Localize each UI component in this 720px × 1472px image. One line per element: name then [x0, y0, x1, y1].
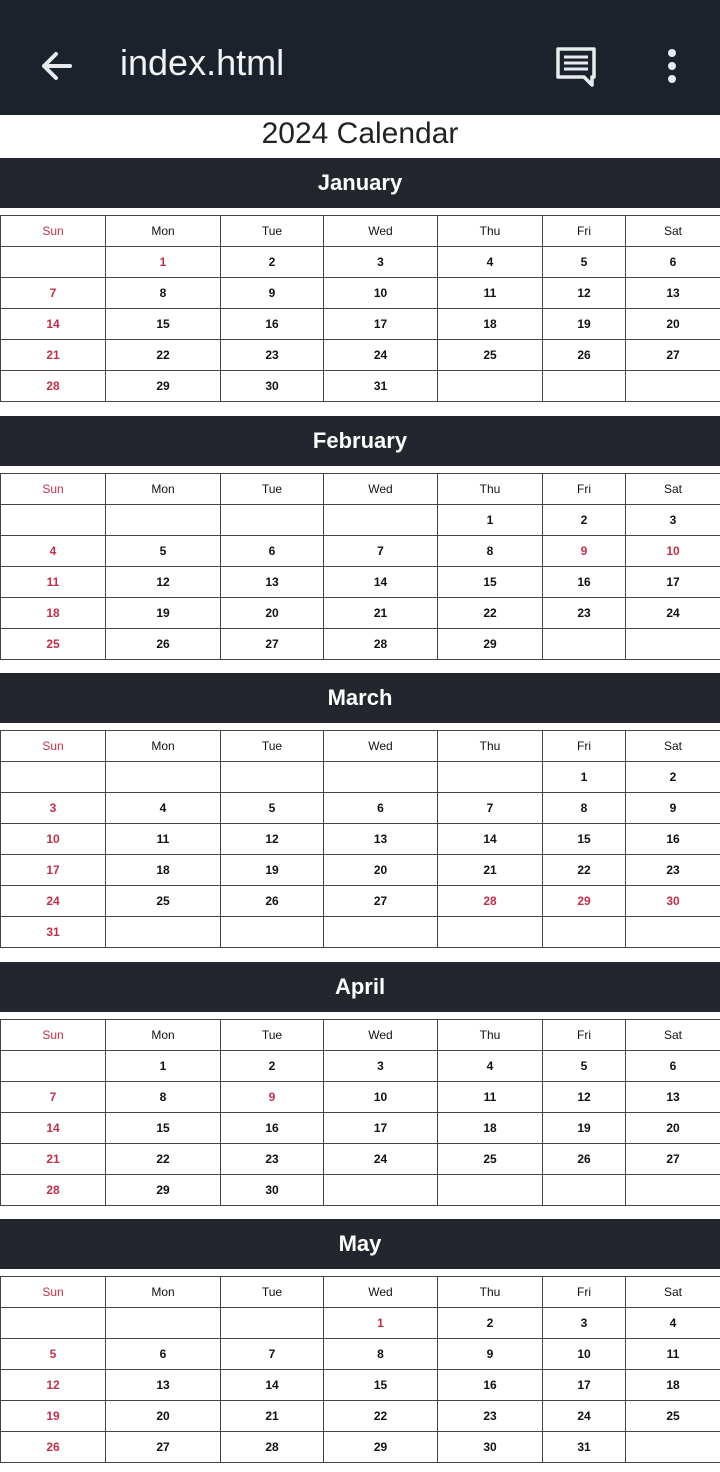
week-row — [1, 598, 720, 629]
day-cell: 9 — [543, 536, 626, 567]
empty-cell — [1, 505, 106, 536]
day-cell: 14 — [221, 1370, 324, 1401]
weekday-mon: Mon — [106, 1020, 221, 1051]
day-cell: 29 — [543, 886, 626, 917]
day-cell: 5 — [543, 1051, 626, 1082]
day-cell: 22 — [324, 1401, 438, 1432]
weekday-thu: Thu — [438, 474, 543, 505]
day-cell: 11 — [438, 1082, 543, 1113]
day-cell: 23 — [221, 1144, 324, 1175]
weekday-thu: Thu — [438, 731, 543, 762]
day-cell: 14 — [1, 309, 106, 340]
month-grid — [0, 1019, 720, 1206]
day-cell: 15 — [438, 567, 543, 598]
day-cell: 15 — [106, 1113, 221, 1144]
day-cell: 11 — [438, 278, 543, 309]
day-cell: 10 — [1, 824, 106, 855]
empty-cell — [324, 762, 438, 793]
day-cell: 16 — [626, 824, 720, 855]
day-cell: 29 — [106, 371, 221, 402]
empty-cell — [1, 247, 106, 278]
day-cell: 24 — [324, 1144, 438, 1175]
day-cell: 7 — [221, 1339, 324, 1370]
weekday-sat: Sat — [626, 731, 720, 762]
empty-cell — [438, 371, 543, 402]
day-cell: 16 — [438, 1370, 543, 1401]
page-title: 2024 Calendar — [261, 117, 459, 150]
day-cell: 23 — [438, 1401, 543, 1432]
empty-cell — [543, 371, 626, 402]
weekday-thu: Thu — [438, 216, 543, 247]
day-cell: 5 — [221, 793, 324, 824]
month-march — [0, 673, 720, 939]
day-cell: 13 — [324, 824, 438, 855]
day-cell: 1 — [543, 762, 626, 793]
month-february — [0, 416, 720, 651]
month-grid — [0, 1276, 720, 1463]
weekday-sat: Sat — [626, 474, 720, 505]
day-cell: 27 — [626, 340, 720, 371]
day-cell: 25 — [438, 1144, 543, 1175]
day-cell: 10 — [543, 1339, 626, 1370]
week-row — [1, 1370, 720, 1401]
month-april — [0, 962, 720, 1197]
week-row — [1, 1144, 720, 1175]
weekday-header-row — [1, 1277, 720, 1308]
day-cell: 17 — [324, 1113, 438, 1144]
week-row — [1, 1051, 720, 1082]
day-cell: 11 — [1, 567, 106, 598]
month-grid — [0, 473, 720, 660]
weekday-sun: Sun — [1, 1277, 106, 1308]
day-cell: 3 — [324, 247, 438, 278]
day-cell: 8 — [106, 278, 221, 309]
empty-cell — [1, 762, 106, 793]
day-cell: 15 — [324, 1370, 438, 1401]
day-cell: 7 — [324, 536, 438, 567]
weekday-header-row — [1, 1020, 720, 1051]
day-cell: 28 — [324, 629, 438, 660]
day-cell: 5 — [1, 1339, 106, 1370]
weekday-wed: Wed — [324, 731, 438, 762]
empty-cell — [221, 1308, 324, 1339]
day-cell: 14 — [1, 1113, 106, 1144]
app-bar-title: index.html — [120, 42, 285, 83]
day-cell: 25 — [438, 340, 543, 371]
day-cell: 22 — [106, 340, 221, 371]
day-cell: 2 — [221, 247, 324, 278]
day-cell: 12 — [106, 567, 221, 598]
weekday-tue: Tue — [221, 474, 324, 505]
empty-cell — [438, 917, 543, 948]
empty-cell — [626, 371, 720, 402]
week-row — [1, 824, 720, 855]
day-cell: 31 — [324, 371, 438, 402]
day-cell: 2 — [438, 1308, 543, 1339]
weekday-wed: Wed — [324, 216, 438, 247]
empty-cell — [106, 1308, 221, 1339]
week-row — [1, 629, 720, 660]
day-cell: 12 — [543, 278, 626, 309]
empty-cell — [543, 629, 626, 660]
week-row — [1, 371, 720, 402]
day-cell: 14 — [438, 824, 543, 855]
week-row — [1, 505, 720, 536]
more-vert-icon[interactable] — [660, 46, 684, 86]
day-cell: 20 — [324, 855, 438, 886]
week-row — [1, 793, 720, 824]
day-cell: 6 — [106, 1339, 221, 1370]
empty-cell — [543, 1175, 626, 1206]
day-cell: 27 — [324, 886, 438, 917]
weekday-tue: Tue — [221, 731, 324, 762]
day-cell: 28 — [1, 1175, 106, 1206]
day-cell: 15 — [543, 824, 626, 855]
empty-cell — [324, 505, 438, 536]
day-cell: 7 — [438, 793, 543, 824]
empty-cell — [626, 1432, 720, 1463]
day-cell: 5 — [543, 247, 626, 278]
day-cell: 18 — [438, 309, 543, 340]
day-cell: 4 — [438, 247, 543, 278]
day-cell: 21 — [438, 855, 543, 886]
day-cell: 17 — [324, 309, 438, 340]
day-cell: 8 — [324, 1339, 438, 1370]
weekday-sun: Sun — [1, 474, 106, 505]
day-cell: 1 — [106, 247, 221, 278]
day-cell: 28 — [438, 886, 543, 917]
day-cell: 21 — [1, 1144, 106, 1175]
day-cell: 17 — [1, 855, 106, 886]
day-cell: 19 — [106, 598, 221, 629]
day-cell: 26 — [543, 1144, 626, 1175]
weekday-sun: Sun — [1, 216, 106, 247]
day-cell: 4 — [1, 536, 106, 567]
day-cell: 9 — [438, 1339, 543, 1370]
day-cell: 28 — [1, 371, 106, 402]
day-cell: 21 — [1, 340, 106, 371]
day-cell: 12 — [1, 1370, 106, 1401]
empty-cell — [106, 505, 221, 536]
day-cell: 16 — [543, 567, 626, 598]
week-row — [1, 247, 720, 278]
day-cell: 19 — [1, 1401, 106, 1432]
empty-cell — [1, 1308, 106, 1339]
week-row — [1, 855, 720, 886]
weekday-wed: Wed — [324, 1020, 438, 1051]
day-cell: 30 — [221, 1175, 324, 1206]
day-cell: 25 — [626, 1401, 720, 1432]
day-cell: 3 — [626, 505, 720, 536]
month-may — [0, 1219, 720, 1454]
day-cell: 30 — [626, 886, 720, 917]
day-cell: 24 — [324, 340, 438, 371]
day-cell: 10 — [324, 1082, 438, 1113]
day-cell: 29 — [106, 1175, 221, 1206]
day-cell: 19 — [543, 1113, 626, 1144]
day-cell: 23 — [543, 598, 626, 629]
month-header: April — [0, 962, 720, 1012]
week-row — [1, 1401, 720, 1432]
week-row — [1, 1082, 720, 1113]
day-cell: 1 — [324, 1308, 438, 1339]
empty-cell — [221, 505, 324, 536]
empty-cell — [438, 762, 543, 793]
weekday-thu: Thu — [438, 1277, 543, 1308]
month-header: January — [0, 158, 720, 208]
week-row — [1, 1308, 720, 1339]
month-grid — [0, 730, 720, 948]
day-cell: 10 — [324, 278, 438, 309]
day-cell: 2 — [626, 762, 720, 793]
empty-cell — [106, 917, 221, 948]
day-cell: 13 — [626, 278, 720, 309]
day-cell: 11 — [626, 1339, 720, 1370]
weekday-mon: Mon — [106, 474, 221, 505]
weekday-header-row — [1, 216, 720, 247]
weekday-sat: Sat — [626, 216, 720, 247]
day-cell: 3 — [543, 1308, 626, 1339]
day-cell: 19 — [543, 309, 626, 340]
day-cell: 11 — [106, 824, 221, 855]
weekday-sat: Sat — [626, 1277, 720, 1308]
day-cell: 15 — [106, 309, 221, 340]
empty-cell — [626, 917, 720, 948]
day-cell: 3 — [324, 1051, 438, 1082]
day-cell: 26 — [543, 340, 626, 371]
app-bar — [0, 0, 720, 115]
day-cell: 21 — [324, 598, 438, 629]
day-cell: 23 — [626, 855, 720, 886]
week-row — [1, 1339, 720, 1370]
day-cell: 31 — [543, 1432, 626, 1463]
weekday-tue: Tue — [221, 1277, 324, 1308]
weekday-wed: Wed — [324, 474, 438, 505]
weekday-mon: Mon — [106, 1277, 221, 1308]
day-cell: 30 — [438, 1432, 543, 1463]
weekday-mon: Mon — [106, 216, 221, 247]
day-cell: 26 — [1, 1432, 106, 1463]
day-cell: 22 — [543, 855, 626, 886]
day-cell: 2 — [221, 1051, 324, 1082]
day-cell: 8 — [543, 793, 626, 824]
day-cell: 20 — [626, 1113, 720, 1144]
day-cell: 6 — [626, 1051, 720, 1082]
day-cell: 2 — [543, 505, 626, 536]
week-row — [1, 340, 720, 371]
day-cell: 4 — [626, 1308, 720, 1339]
comment-icon[interactable] — [554, 46, 598, 88]
weekday-mon: Mon — [106, 731, 221, 762]
day-cell: 20 — [106, 1401, 221, 1432]
day-cell: 13 — [626, 1082, 720, 1113]
empty-cell — [1, 1051, 106, 1082]
empty-cell — [221, 762, 324, 793]
day-cell: 25 — [1, 629, 106, 660]
weekday-tue: Tue — [221, 216, 324, 247]
day-cell: 18 — [626, 1370, 720, 1401]
arrow-left-icon[interactable] — [36, 46, 76, 86]
week-row — [1, 762, 720, 793]
month-header: May — [0, 1219, 720, 1269]
day-cell: 7 — [1, 278, 106, 309]
week-row — [1, 917, 720, 948]
day-cell: 28 — [221, 1432, 324, 1463]
day-cell: 13 — [106, 1370, 221, 1401]
day-cell: 6 — [324, 793, 438, 824]
weekday-fri: Fri — [543, 474, 626, 505]
month-header: March — [0, 673, 720, 723]
day-cell: 26 — [221, 886, 324, 917]
day-cell: 9 — [221, 278, 324, 309]
day-cell: 20 — [626, 309, 720, 340]
day-cell: 6 — [221, 536, 324, 567]
day-cell: 21 — [221, 1401, 324, 1432]
day-cell: 27 — [106, 1432, 221, 1463]
day-cell: 29 — [438, 629, 543, 660]
day-cell: 19 — [221, 855, 324, 886]
day-cell: 25 — [106, 886, 221, 917]
day-cell: 9 — [626, 793, 720, 824]
weekday-header-row — [1, 731, 720, 762]
day-cell: 13 — [221, 567, 324, 598]
empty-cell — [438, 1175, 543, 1206]
empty-cell — [324, 1175, 438, 1206]
day-cell: 29 — [324, 1432, 438, 1463]
month-grid — [0, 215, 720, 402]
weekday-fri: Fri — [543, 1020, 626, 1051]
day-cell: 16 — [221, 1113, 324, 1144]
day-cell: 18 — [438, 1113, 543, 1144]
day-cell: 24 — [626, 598, 720, 629]
day-cell: 1 — [106, 1051, 221, 1082]
month-january — [0, 158, 720, 393]
day-cell: 17 — [626, 567, 720, 598]
weekday-sun: Sun — [1, 731, 106, 762]
day-cell: 6 — [626, 247, 720, 278]
empty-cell — [106, 762, 221, 793]
day-cell: 27 — [626, 1144, 720, 1175]
week-row — [1, 536, 720, 567]
day-cell: 26 — [106, 629, 221, 660]
weekday-wed: Wed — [324, 1277, 438, 1308]
day-cell: 24 — [1, 886, 106, 917]
day-cell: 22 — [106, 1144, 221, 1175]
day-cell: 31 — [1, 917, 106, 948]
weekday-fri: Fri — [543, 216, 626, 247]
week-row — [1, 278, 720, 309]
weekday-thu: Thu — [438, 1020, 543, 1051]
week-row — [1, 886, 720, 917]
day-cell: 9 — [221, 1082, 324, 1113]
day-cell: 12 — [543, 1082, 626, 1113]
weekday-tue: Tue — [221, 1020, 324, 1051]
day-cell: 4 — [438, 1051, 543, 1082]
empty-cell — [626, 629, 720, 660]
day-cell: 3 — [1, 793, 106, 824]
day-cell: 12 — [221, 824, 324, 855]
day-cell: 1 — [438, 505, 543, 536]
day-cell: 7 — [1, 1082, 106, 1113]
day-cell: 8 — [106, 1082, 221, 1113]
day-cell: 17 — [543, 1370, 626, 1401]
day-cell: 22 — [438, 598, 543, 629]
weekday-fri: Fri — [543, 1277, 626, 1308]
day-cell: 18 — [106, 855, 221, 886]
day-cell: 5 — [106, 536, 221, 567]
day-cell: 10 — [626, 536, 720, 567]
day-cell: 30 — [221, 371, 324, 402]
weekday-sat: Sat — [626, 1020, 720, 1051]
weekday-sun: Sun — [1, 1020, 106, 1051]
day-cell: 4 — [106, 793, 221, 824]
day-cell: 16 — [221, 309, 324, 340]
empty-cell — [221, 917, 324, 948]
empty-cell — [543, 917, 626, 948]
week-row — [1, 309, 720, 340]
day-cell: 23 — [221, 340, 324, 371]
day-cell: 8 — [438, 536, 543, 567]
day-cell: 24 — [543, 1401, 626, 1432]
week-row — [1, 1175, 720, 1206]
day-cell: 27 — [221, 629, 324, 660]
weekday-fri: Fri — [543, 731, 626, 762]
empty-cell — [324, 917, 438, 948]
month-header: February — [0, 416, 720, 466]
day-cell: 14 — [324, 567, 438, 598]
week-row — [1, 567, 720, 598]
day-cell: 20 — [221, 598, 324, 629]
week-row — [1, 1113, 720, 1144]
empty-cell — [626, 1175, 720, 1206]
weekday-header-row — [1, 474, 720, 505]
week-row — [1, 1432, 720, 1463]
day-cell: 18 — [1, 598, 106, 629]
